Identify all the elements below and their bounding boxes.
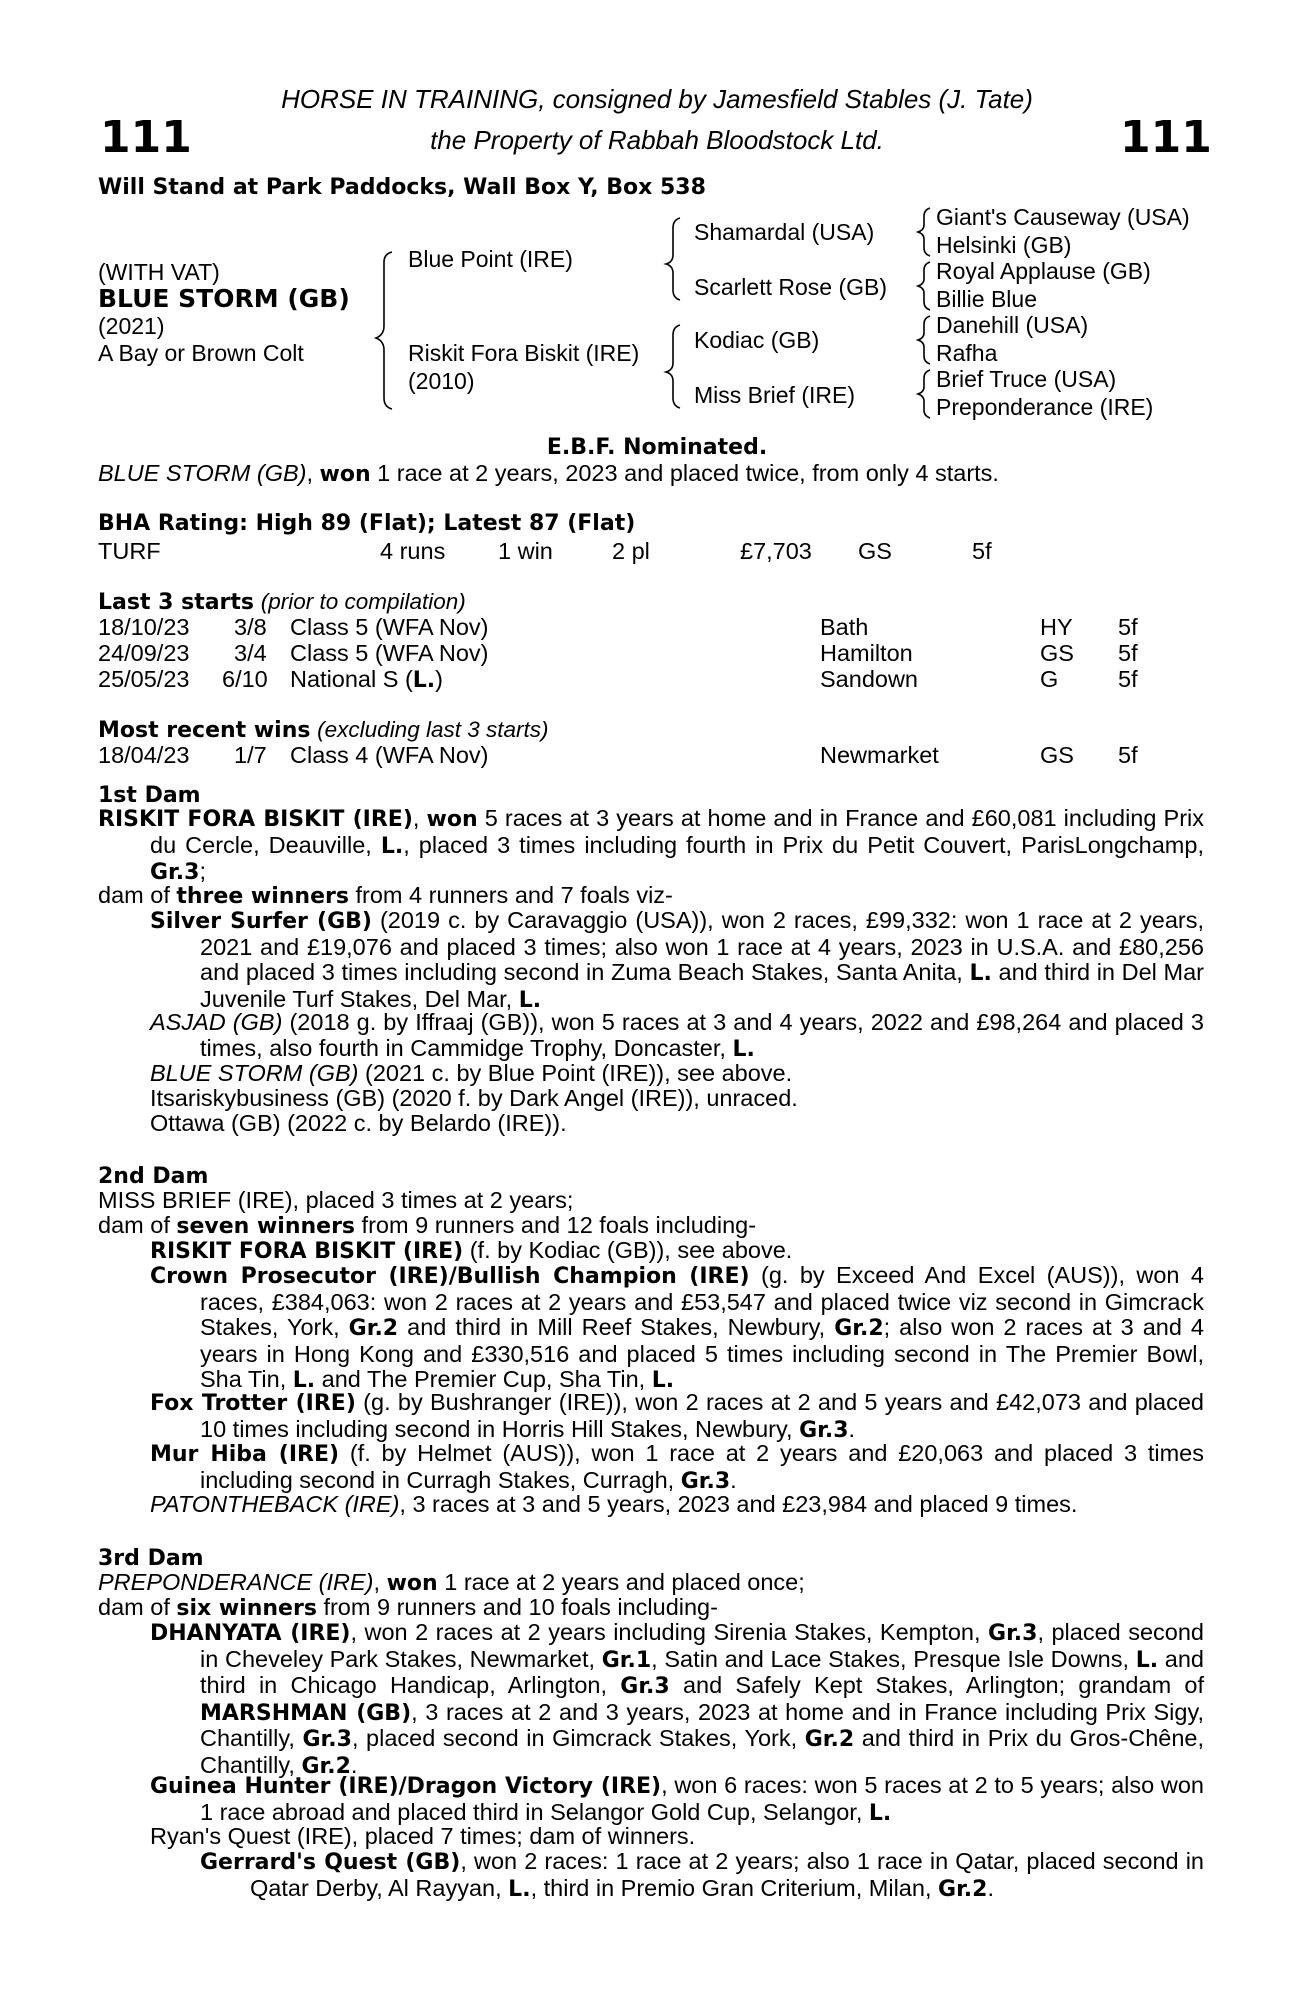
- dam-of-text: dam of: [98, 1594, 177, 1620]
- last3-title: Last 3 starts: [98, 590, 255, 615]
- sire-dam: Scarlett Rose (GB): [694, 274, 887, 300]
- listed-mark: L.: [651, 1368, 675, 1393]
- ebf-nominated: E.B.F. Nominated.: [546, 435, 768, 460]
- produce-text: , won 2 races at 2 years including Sirenia Stakes, Kempton,: [350, 1619, 989, 1645]
- produce-text: .: [350, 1751, 358, 1778]
- start-race: Class 5 (WFA Nov): [290, 614, 489, 640]
- dam-of-text: from 9 runners and 12 foals including-: [355, 1212, 757, 1238]
- produce-text: , third in Premio Gran Criterium, Milan,: [530, 1874, 939, 1901]
- start-race: Class 5 (WFA Nov): [290, 640, 489, 666]
- rating-runs: 4 runs: [380, 538, 446, 564]
- produce-text: (2021 c. by Blue Point (IRE)), see above.: [358, 1060, 793, 1086]
- start-distance: 5f: [1118, 666, 1138, 692]
- start-race-tail: ): [435, 666, 443, 692]
- sire-sire-dam: Helsinki (GB): [936, 232, 1072, 258]
- produce-text: .: [848, 1415, 856, 1442]
- first-dam-won: won: [426, 807, 478, 832]
- produce-text: (g. by Exceed And Excel (AUS)), won 4 races, £384,063: won 2 races at 2 years and £53,547 and placed twice viz second in Gimcrack Stakes, York,: [200, 1262, 1204, 1340]
- group-mark: Gr.2: [301, 1753, 351, 1779]
- produce-text: and third in Chicago Handicap, Arlington,: [200, 1645, 1204, 1698]
- listed-mark: L.: [380, 833, 404, 859]
- produce-entry: [150, 1773, 1204, 1826]
- produce-entry: Ottawa (GB) (2022 c. by Belardo (IRE)).: [150, 1110, 567, 1136]
- winners-count: six winners: [176, 1596, 317, 1621]
- third-dam-intro: PREPONDERANCE (IRE), won 1 race at 2 years and placed once;: [98, 1569, 805, 1596]
- rating-wins: 1 win: [498, 538, 553, 564]
- produce-entry: [150, 1010, 1204, 1062]
- group-mark: Gr.1: [601, 1647, 652, 1673]
- dam-dam: Miss Brief (IRE): [694, 382, 855, 408]
- sire-dam-dam: Billie Blue: [936, 286, 1037, 312]
- first-dam-produce-line: [98, 883, 1204, 910]
- third-dam-won: won: [386, 1571, 438, 1596]
- first-dam-name: RISKIT FORA BISKIT (IRE): [98, 807, 413, 832]
- third-dam-produce-line: [98, 1595, 1204, 1622]
- group-mark: Gr.2: [804, 1727, 855, 1752]
- start-race: [290, 668, 443, 692]
- consignor-line: HORSE IN TRAINING, consigned by Jamesfield Stables (J. Tate): [281, 84, 1033, 114]
- start-date: 25/05/23: [98, 666, 190, 692]
- summary-won: won: [319, 462, 371, 487]
- win-course: Newmarket: [820, 742, 939, 768]
- produce-name: Gerrard's Quest (GB): [200, 1850, 461, 1875]
- produce-name: Guinea Hunter (IRE)/Dragon Victory (IRE): [150, 1774, 662, 1799]
- dam-dam-dam: Preponderance (IRE): [936, 394, 1154, 420]
- third-dam-title: 3rd Dam: [98, 1546, 204, 1571]
- second-dam-intro: MISS BRIEF (IRE), placed 3 times at 2 years;: [98, 1187, 574, 1213]
- produce-text: and Safely Kept Stakes, Arlington; grandam of: [669, 1672, 1204, 1698]
- horse-year: (2021): [98, 313, 165, 339]
- produce-text: (2018 g. by Iffraaj (GB)), won 5 races at 3 and 4 years, 2022 and £98,264 and placed 3 times, also fourth in Cammidge Trophy, Doncaster,: [200, 1009, 1204, 1061]
- produce-text: ; also won 2 races at 3 and 4 years in Hong Kong and £330,516 and placed 5 times including second in The Premier Bowl, Sha Tin,: [200, 1314, 1204, 1392]
- start-race-listed: L.: [412, 668, 436, 693]
- produce-text: .: [730, 1466, 737, 1493]
- win-going: GS: [1040, 742, 1074, 768]
- dam-of-text: from 9 runners and 10 foals including-: [316, 1594, 718, 1620]
- group-mark: Gr.3: [799, 1417, 849, 1443]
- start-course: Hamilton: [820, 640, 913, 666]
- recent-title: Most recent wins: [98, 718, 311, 743]
- produce-text: (f. by Helmet (AUS)), won 1 race at 2 years and £20,063 and placed 3 times including second in Curragh Stakes, Curragh,: [200, 1440, 1204, 1493]
- produce-text: (f. by Kodiac (GB)), see above.: [463, 1237, 793, 1263]
- start-course: Bath: [820, 614, 869, 640]
- summary-text: 1 race at 2 years, 2023 and placed twice, from only 4 starts.: [370, 460, 999, 486]
- produce-name: MARSHMAN (GB): [200, 1700, 412, 1726]
- produce-name: Mur Hiba (IRE): [150, 1442, 340, 1467]
- group-mark: Gr.2: [348, 1316, 399, 1341]
- produce-text: , placed second in Cheveley Park Stakes, Newmarket,: [200, 1619, 1204, 1672]
- summary-name: BLUE STORM (GB): [98, 460, 307, 486]
- produce-name: DHANYATA (IRE): [150, 1621, 351, 1646]
- group-mark: Gr.2: [938, 1876, 988, 1902]
- start-distance: 5f: [1118, 614, 1138, 640]
- dam-of-text: dam of: [98, 1212, 177, 1238]
- produce-text: , 3 races at 2 and 3 years, 2023 at home and in France including Prix Sigy, Chantilly,: [200, 1698, 1205, 1751]
- produce-name: ASJAD (GB): [150, 1009, 283, 1035]
- recent-note: (excluding last 3 starts): [317, 717, 549, 742]
- dam-sire-sire: Danehill (USA): [936, 312, 1089, 338]
- produce-text: (2019 c. by Caravaggio (USA)), won 2 races, £99,332: won 1 race at 2 years, 2021 and £19,076 and placed 3 times; also won 1 race at 4 years, 2023 in U.S.A. and £80,256 and placed 3 times including second in Zuma Beach Stakes, Santa Anita,: [200, 907, 1204, 985]
- third-dam-name: PREPONDERANCE (IRE): [98, 1569, 374, 1595]
- produce-entry: [150, 1492, 1204, 1518]
- listed-mark: L.: [868, 1800, 892, 1826]
- produce-text: .: [987, 1874, 994, 1901]
- horse-name: BLUE STORM (GB): [98, 284, 350, 313]
- produce-text: and The Premier Cup, Sha Tin,: [315, 1366, 652, 1392]
- dam-year: (2010): [408, 368, 475, 394]
- listed-mark: L.: [508, 1876, 531, 1902]
- rating-prize: £7,703: [740, 538, 812, 564]
- horse-description: A Bay or Brown Colt: [98, 340, 304, 366]
- produce-entry: [150, 1441, 1204, 1494]
- win-position: 1/7: [234, 742, 267, 768]
- recent-heading: [98, 718, 549, 742]
- produce-text: , won 6 races: won 5 races at 2 to 5 years; also won 1 race abroad and placed third in Selangor Gold Cup, Selangor,: [200, 1772, 1204, 1825]
- group-mark: Gr.3: [620, 1674, 670, 1699]
- winners-count: seven winners: [176, 1214, 356, 1239]
- winners-count: three winners: [176, 884, 349, 909]
- start-position: 6/10: [222, 666, 268, 692]
- sire-sire: Shamardal (USA): [694, 219, 875, 245]
- second-dam-produce-line: [98, 1213, 1204, 1240]
- produce-entry: [150, 1620, 1204, 1779]
- third-dam-text: 1 race at 2 years and placed once;: [437, 1569, 805, 1595]
- summary: BLUE STORM (GB), won 1 race at 2 years, 2023 and placed twice, from only 4 starts.: [98, 460, 999, 487]
- start-date: 24/09/23: [98, 640, 190, 666]
- group-mark: Gr.3: [988, 1621, 1038, 1646]
- start-position: 3/8: [234, 614, 267, 640]
- produce-entry: [150, 908, 1204, 1013]
- produce-entry: [150, 1238, 1204, 1265]
- produce-name: RISKIT FORA BISKIT (IRE): [150, 1239, 464, 1264]
- start-race-text: National S (: [290, 666, 413, 692]
- rating-surface: TURF: [98, 538, 161, 564]
- second-dam-title: 2nd Dam: [98, 1164, 209, 1189]
- produce-entry: Itsariskybusiness (GB) (2020 f. by Dark Angel (IRE)), unraced.: [150, 1085, 798, 1111]
- lot-number-right: 111: [1120, 112, 1212, 163]
- dam-of-text: dam of: [98, 882, 177, 908]
- produce-name: Silver Surfer (GB): [150, 909, 372, 934]
- produce-text: (g. by Bushranger (IRE)), won 2 races at 2 and 5 years and £42,073 and placed 10 times including second in Horris Hill Stakes, Newbury,: [200, 1389, 1204, 1442]
- listed-mark: L.: [1135, 1647, 1159, 1673]
- first-dam-title: 1st Dam: [98, 783, 201, 808]
- vat-note: (WITH VAT): [98, 259, 220, 285]
- listed-mark: L.: [292, 1368, 316, 1393]
- group-mark: Gr.3: [680, 1468, 731, 1494]
- produce-text: and third in Prix du Gros-Chêne, Chantilly,: [200, 1725, 1204, 1778]
- listed-mark: L.: [518, 987, 542, 1013]
- start-going: GS: [1040, 640, 1074, 666]
- last3-heading: [98, 590, 466, 614]
- dam: Riskit Fora Biskit (IRE): [408, 340, 640, 366]
- rating-going: GS: [858, 538, 892, 564]
- produce-entry: [150, 1061, 1204, 1087]
- produce-name: Crown Prosecutor (IRE)/Bullish Champion (IRE): [150, 1264, 750, 1289]
- dam-sire-dam: Rafha: [936, 340, 998, 366]
- sire-sire-sire: Giant's Causeway (USA): [936, 204, 1190, 230]
- listed-mark: L.: [732, 1036, 755, 1062]
- rating-distance: 5f: [972, 538, 992, 564]
- bha-rating: BHA Rating: High 89 (Flat); Latest 87 (Flat): [98, 511, 636, 536]
- produce-text: , Satin and Lace Stakes, Presque Isle Downs,: [651, 1645, 1136, 1672]
- sire-dam-sire: Royal Applause (GB): [936, 258, 1151, 284]
- win-date: 18/04/23: [98, 742, 190, 768]
- start-distance: 5f: [1118, 640, 1138, 666]
- produce-name: BLUE STORM (GB): [150, 1060, 359, 1086]
- start-position: 3/4: [234, 640, 267, 666]
- last3-note: (prior to compilation): [260, 589, 466, 614]
- produce-entry: [150, 1390, 1204, 1443]
- first-dam-text: , placed 3 times including fourth in Prix du Petit Couvert, ParisLongchamp,: [403, 831, 1204, 858]
- stand-location: Will Stand at Park Paddocks, Wall Box Y, Box 538: [98, 175, 706, 200]
- group-mark: Gr.2: [834, 1316, 884, 1341]
- produce-text: , placed second in Gimcrack Stakes, York,: [351, 1725, 805, 1751]
- produce-entry: Ryan's Quest (IRE), placed 7 times; dam of winners.: [150, 1823, 696, 1849]
- produce-name: Fox Trotter (IRE): [150, 1391, 356, 1416]
- produce-entry: [200, 1849, 1204, 1902]
- produce-text: , won 2 races: 1 race at 2 years; also 1 race in Qatar, placed second in Qatar Derby, Al Rayyan,: [250, 1848, 1205, 1901]
- first-dam-text: 5 races at 3 years at home and in France and £60,081 including Prix du Cercle, Deauville,: [150, 805, 1204, 858]
- win-distance: 5f: [1118, 742, 1138, 768]
- produce-entry: [150, 1263, 1204, 1394]
- property-line: the Property of Rabbah Bloodstock Ltd.: [430, 125, 884, 155]
- produce-text: and third in Del Mar Juvenile Turf Stakes, Del Mar,: [200, 959, 1205, 1012]
- listed-mark: L.: [969, 961, 992, 986]
- sire: Blue Point (IRE): [408, 246, 573, 272]
- dam-sire: Kodiac (GB): [694, 327, 820, 353]
- start-date: 18/10/23: [98, 614, 190, 640]
- start-course: Sandown: [820, 666, 918, 692]
- dam-dam-sire: Brief Truce (USA): [936, 366, 1117, 392]
- produce-text: and third in Mill Reef Stakes, Newbury,: [398, 1314, 835, 1340]
- lot-number-left: 111: [100, 112, 192, 163]
- first-dam-text: ;: [199, 858, 206, 884]
- start-going: HY: [1040, 614, 1073, 640]
- produce-name: PATONTHEBACK (IRE): [150, 1491, 400, 1517]
- start-going: G: [1040, 666, 1059, 692]
- group-mark: Gr.3: [302, 1727, 352, 1752]
- rating-placed: 2 pl: [612, 538, 650, 564]
- dam-of-text: from 4 runners and 7 foals viz-: [348, 882, 673, 908]
- group-mark: Gr.3: [150, 860, 200, 885]
- win-race: Class 4 (WFA Nov): [290, 742, 489, 768]
- produce-text: , 3 races at 3 and 5 years, 2023 and £23,984 and placed 9 times.: [399, 1491, 1078, 1517]
- first-dam-intro: RISKIT FORA BISKIT (IRE), won 5 races at 3 years at home and in France and £60,081 including Prix du Cercle, Deauville, L., placed 3 times including fourth in Prix du Petit Couvert, ParisLongchamp, Gr.3;: [98, 805, 1204, 885]
